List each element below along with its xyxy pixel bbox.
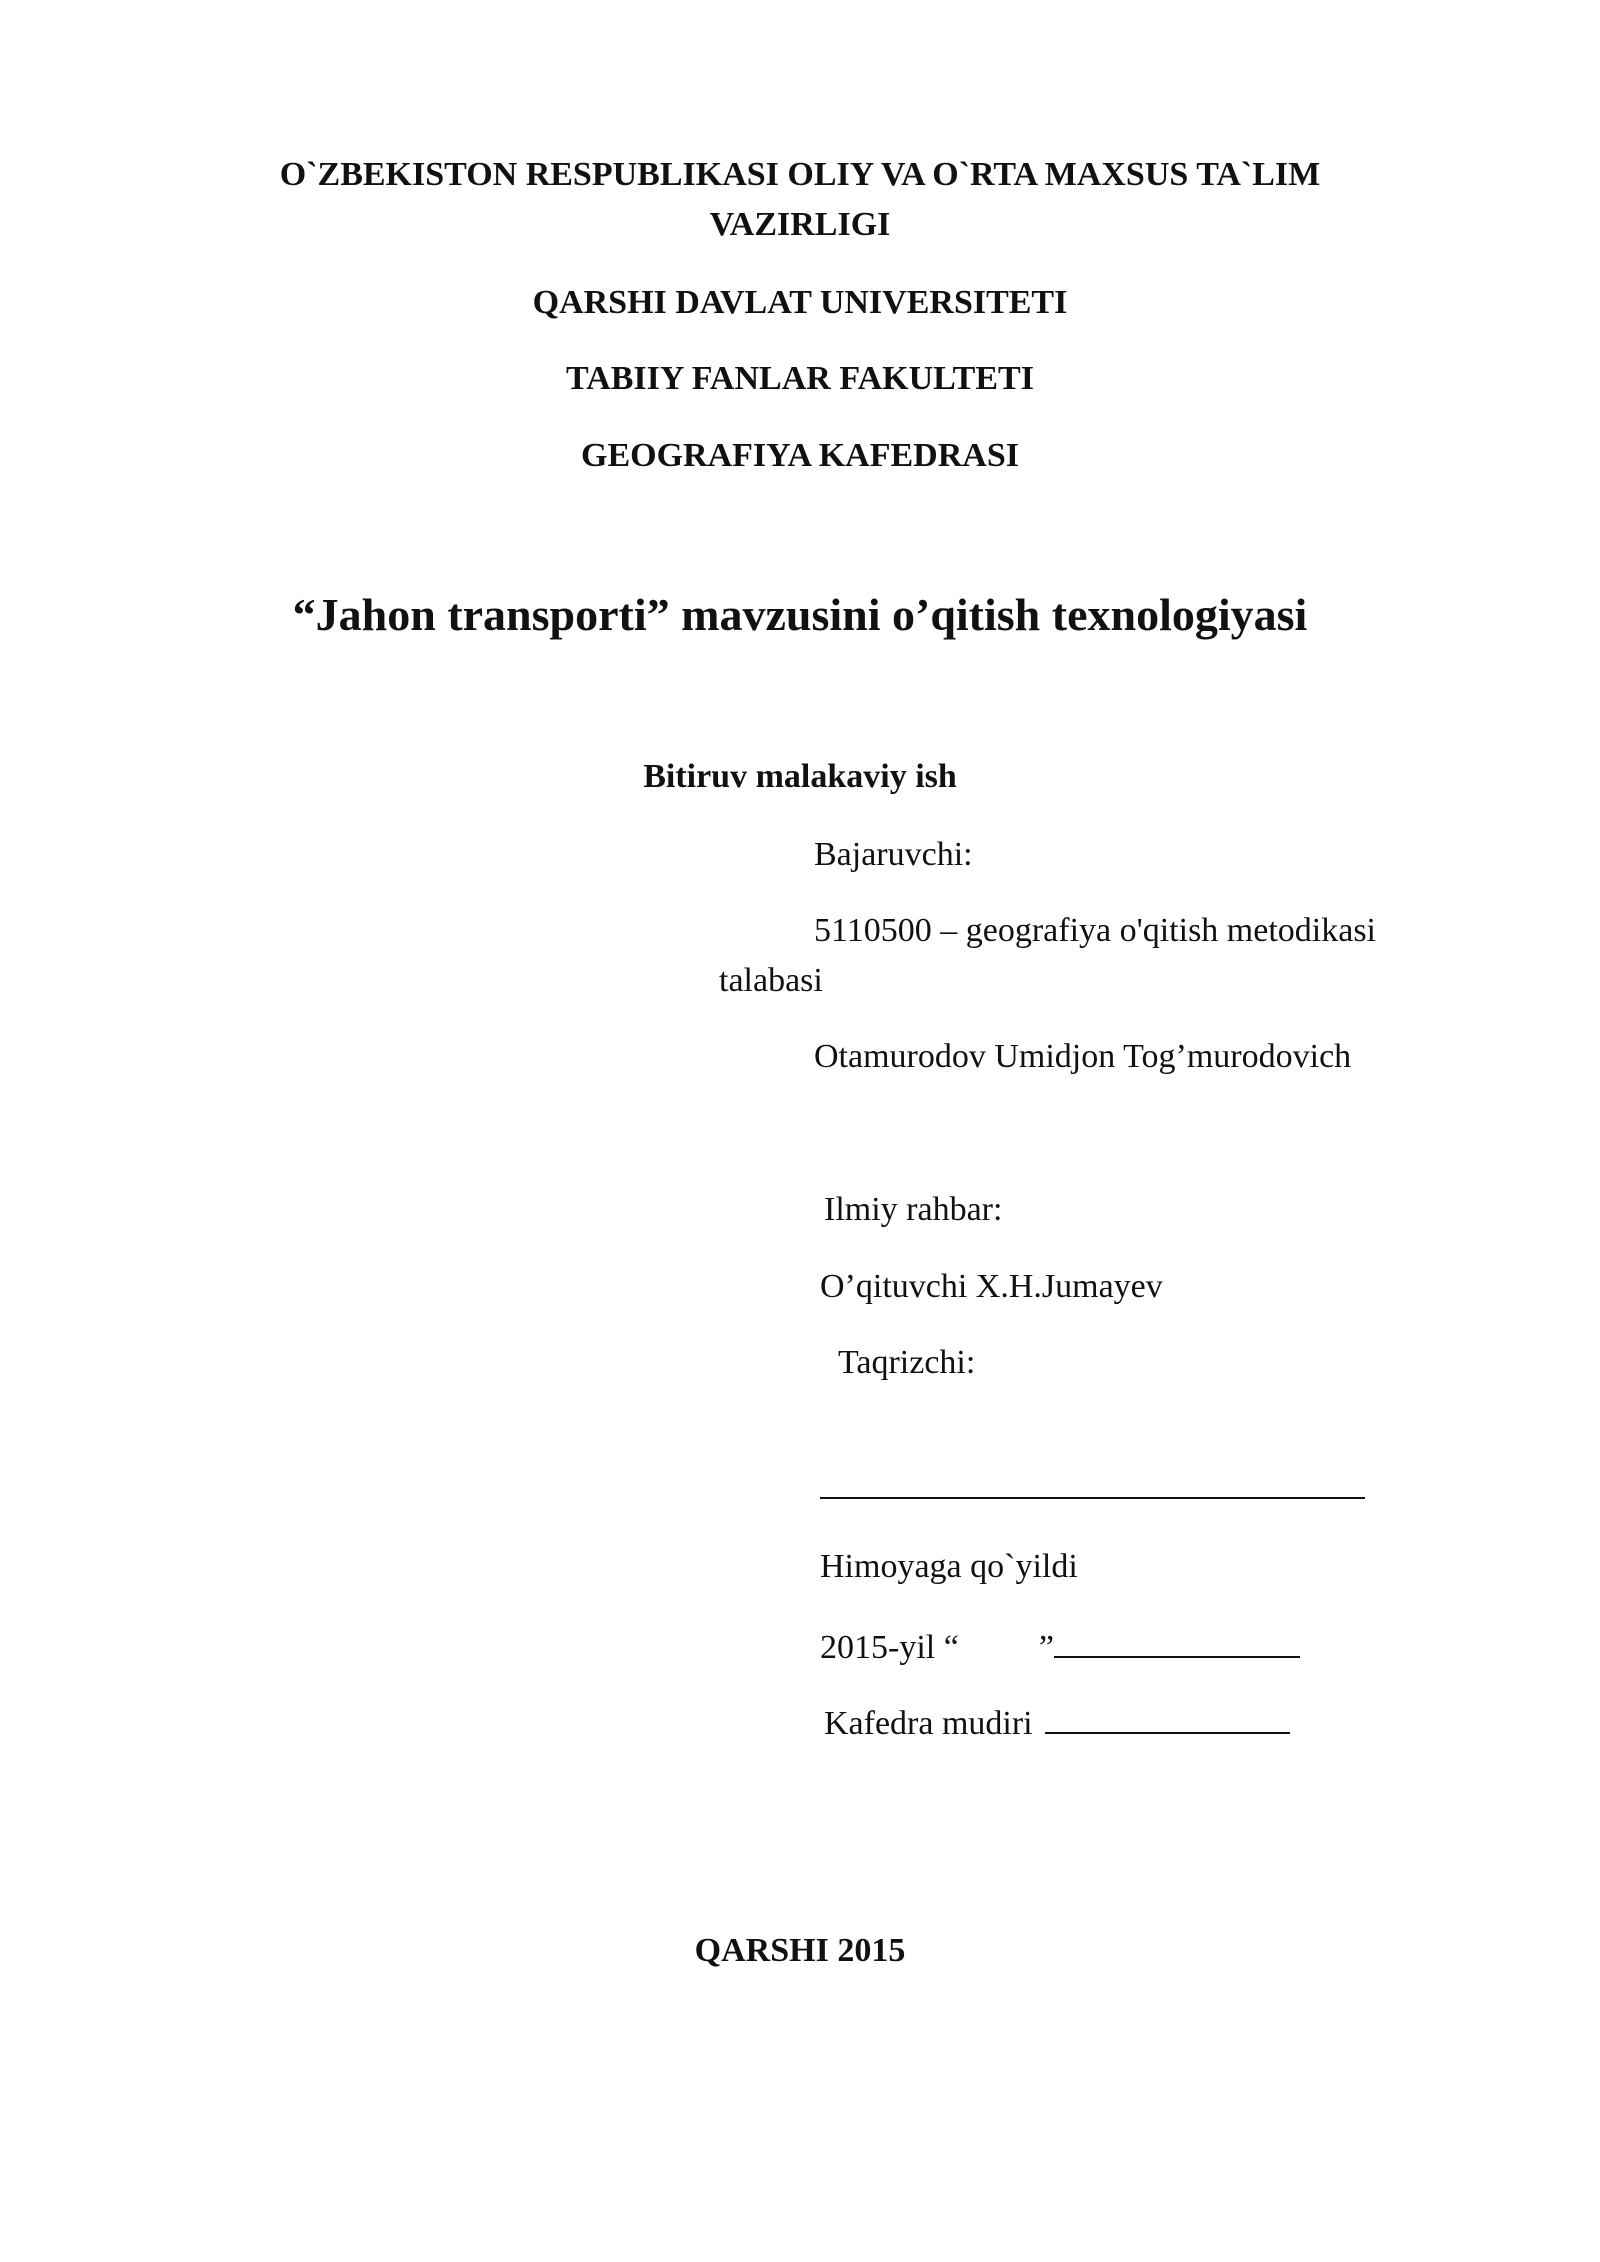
department-name: GEOGRAFIYA KAFEDRASI (581, 437, 1019, 474)
supervisor-label: Ilmiy rahbar: (824, 1191, 1003, 1228)
defense-date-close-quote: ” (1038, 1629, 1054, 1666)
supervisor-name: O’qituvchi X.H.Jumayev (820, 1268, 1163, 1305)
ministry-heading-line1: O`ZBEKISTON RESPUBLIKASI OLIY VA O`RTA MAXSUS TA`LIM (279, 156, 1321, 193)
reviewer-label: Taqrizchi: (838, 1344, 976, 1381)
performer-label: Bajaruvchi: (814, 836, 973, 873)
defense-date-row (820, 1626, 1300, 1665)
department-head-signature-blank (1045, 1702, 1290, 1734)
work-type: Bitiruv malakaviy ish (643, 758, 957, 795)
performer-program-line1: 5110500 – geografiya o'qitish metodikasi (814, 912, 1376, 949)
department-head-row (824, 1702, 1290, 1741)
department-head-label: Kafedra mudiri (824, 1705, 1033, 1742)
defense-label: Himoyaga qo`yildi (820, 1548, 1078, 1585)
city-year: QARSHI 2015 (694, 1932, 906, 1969)
university-name: QARSHI DAVLAT UNIVERSITETI (532, 284, 1068, 321)
defense-date-prefix: 2015-yil “ (820, 1629, 959, 1666)
performer-name: Otamurodov Umidjon Tog’murodovich (814, 1038, 1352, 1075)
defense-date-blank (1054, 1626, 1300, 1658)
ministry-heading-line2: VAZIRLIGI (709, 206, 891, 243)
thesis-title: “Jahon transporti” mavzusini o’qitish texnologiyasi (292, 589, 1308, 640)
faculty-name: TABIIY FANLAR FAKULTETI (566, 360, 1034, 397)
reviewer-signature-line (820, 1497, 1365, 1499)
performer-program-line2: talabasi (719, 962, 823, 999)
